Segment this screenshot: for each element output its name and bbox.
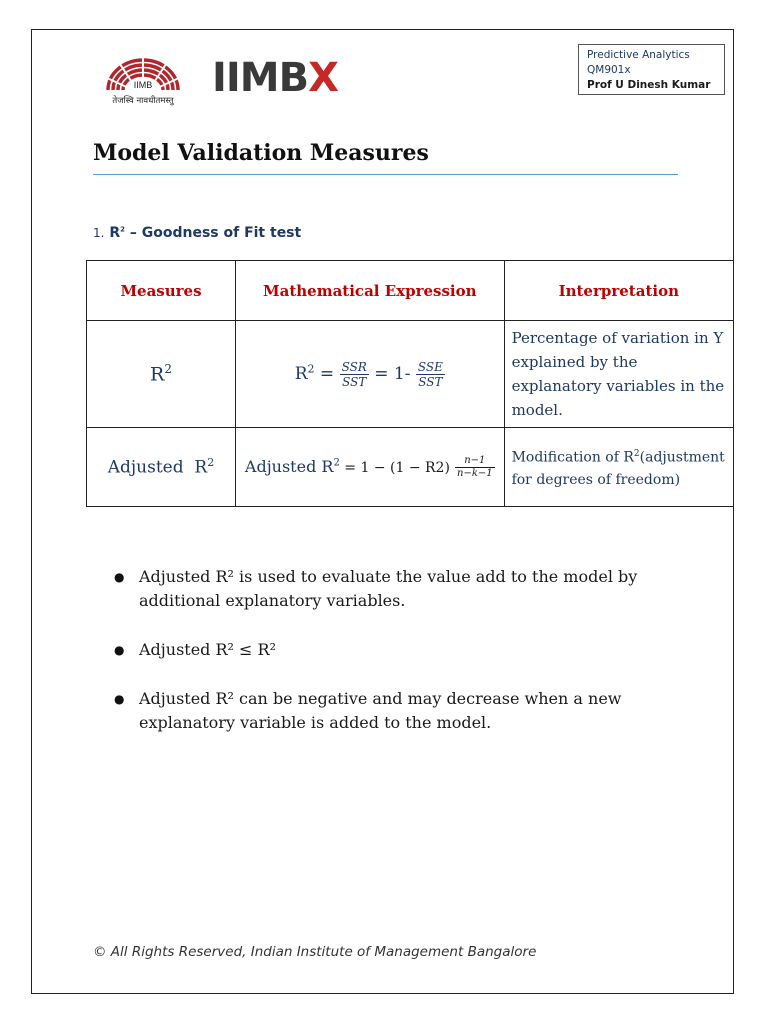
measure-r2-base: R <box>150 363 165 386</box>
instructor-name: Prof U Dinesh Kumar <box>587 79 711 91</box>
table-header-row <box>87 261 734 321</box>
measure-adj-base: Adjusted R <box>107 457 208 478</box>
fraction-ssr-sst <box>340 360 369 389</box>
list-item: ● Adjusted R² can be negative and may decrease when a new explanatory variable is added to the model. <box>112 687 672 735</box>
frac-n-minus-1: n−1 <box>455 455 495 468</box>
frac-sse: SSE <box>417 359 443 374</box>
course-code: QM901x <box>587 64 631 76</box>
header-interpretation: Interpretation <box>504 261 733 321</box>
section-label-rest: – Goodness of Fit test <box>124 225 302 241</box>
expression-r2: $R^2$ = $\frac{\text{SSR}}{\text{SST}}$ = 1- $\frac{\text{SSE}}{\text{SST}}$ <box>236 321 505 428</box>
iimb-logo-text: IIMB <box>133 80 153 90</box>
iimbx-logo-x: X <box>308 55 338 101</box>
section-heading <box>93 225 301 241</box>
expr-adj-body: = 1 − (1 − R2) <box>339 459 450 476</box>
section-label-sup: 2 <box>120 225 125 234</box>
iimb-logo <box>100 52 186 110</box>
section-number: 1. <box>93 226 105 240</box>
frac-sst-2: SST <box>418 374 443 389</box>
iimbx-logo <box>212 56 338 100</box>
fraction-degrees <box>455 455 495 480</box>
measures-table <box>86 260 734 507</box>
measure-adjusted-r2 <box>87 428 236 507</box>
expr-adj-lhs-sup: 2 <box>333 457 340 469</box>
expression-adjusted-r2 <box>236 428 505 507</box>
fraction-sse-sst <box>416 360 445 389</box>
course-info-box <box>578 44 725 95</box>
frac-n-minus-k-minus-1: n−k−1 <box>457 467 493 479</box>
table-row <box>87 428 734 507</box>
header-measures: Measures <box>87 261 236 321</box>
list-item: ● Adjusted R² is used to evaluate the value add to the model by additional explanatory variables. <box>112 565 672 613</box>
iimbx-logo-main: IIMB <box>212 55 309 101</box>
frac-sst-1: SST <box>342 374 367 389</box>
expr-r2-lhs: R <box>294 363 308 384</box>
copyright-footer: © All Rights Reserved, Indian Institute of Management Bangalore <box>93 944 537 960</box>
interpretation-adjusted-r2 <box>504 428 733 507</box>
measure-adj-sup: 2 <box>207 456 215 470</box>
interp-adj-prefix: Modification of R <box>511 449 634 466</box>
course-name: Predictive Analytics <box>587 49 690 61</box>
interpretation-r2: Percentage of variation in Y explained by the explanatory variables in the model. <box>504 321 733 428</box>
interp-adj-rest: (adjustment for degrees of freedom) <box>511 449 725 488</box>
interp-adj-sup: 2 <box>633 449 640 460</box>
expr-adj-lhs: Adjusted R <box>244 456 334 476</box>
expr-r2-lhs-sup: 2 <box>307 361 315 375</box>
page-title: Model Validation Measures <box>93 140 429 166</box>
list-item: ● Adjusted R² ≤ R² <box>112 638 672 662</box>
measure-r2 <box>87 321 236 428</box>
title-rule <box>93 174 678 175</box>
header-math-expression: Mathematical Expression <box>236 261 505 321</box>
section-label-prefix: R <box>109 225 121 241</box>
table-row <box>87 321 734 428</box>
measure-r2-sup: 2 <box>164 362 172 377</box>
bullet-list <box>112 565 672 760</box>
frac-ssr: SSR <box>341 359 367 374</box>
expr-r2-mid: = 1- <box>374 363 411 384</box>
iimb-logo-motto: तेजस्वि नावधीतमस्तु <box>112 96 174 106</box>
iimb-logo-graphic <box>100 52 186 110</box>
